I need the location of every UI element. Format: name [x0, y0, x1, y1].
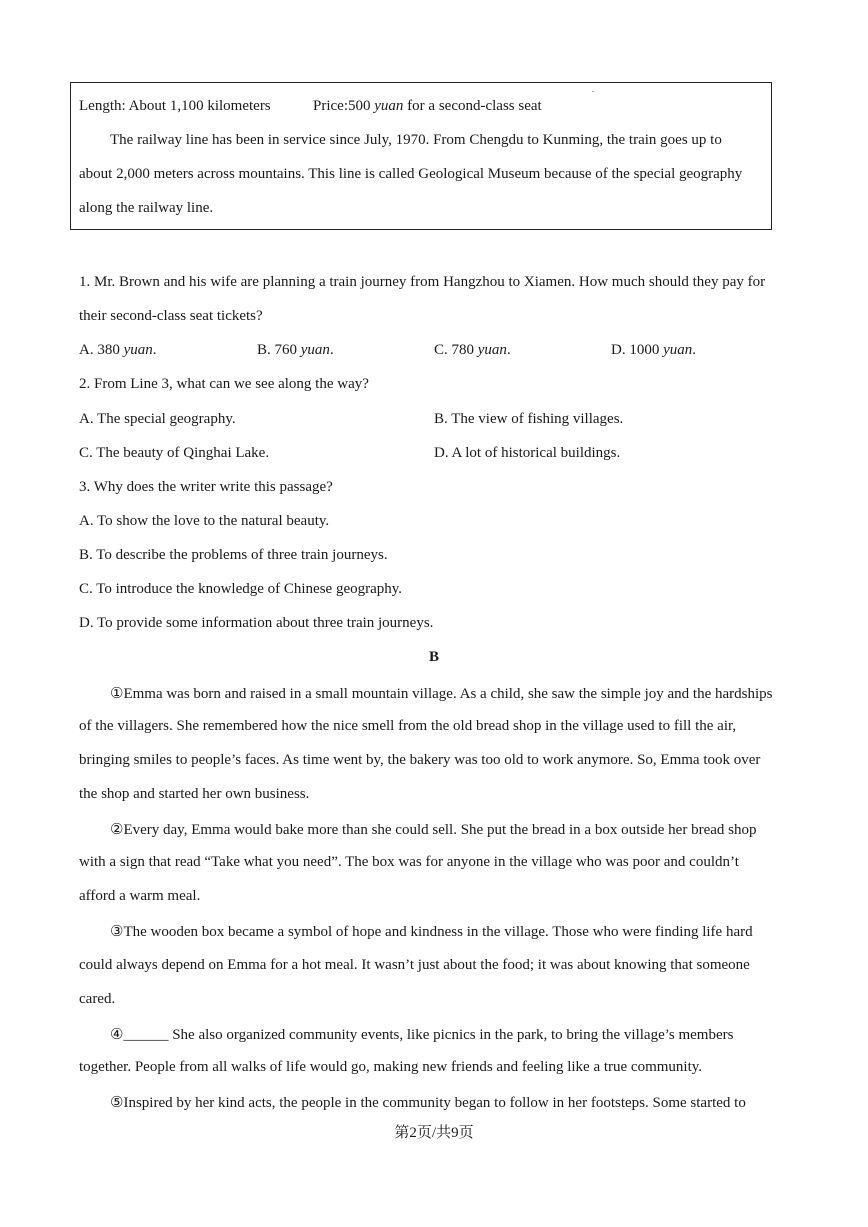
info-length-price-row: [79, 98, 542, 115]
info-box: . Length: About 1,100 kilometers Price:500 yuan for a second-class seat The railway line has been in service since July, 1970. From Chengdu to Kunming, the train goes up to about 2,000 meters across mountains. This line is called Geological Museum because of the special geography along the railway line.: [70, 82, 772, 230]
q2-option-a: A. The special geography.: [79, 411, 236, 427]
section-b-heading: B: [428, 649, 439, 665]
q1-option-d: D. 1000 yuan.: [611, 342, 697, 358]
paragraph-line: ④______ She also organized community events, like picnics in the park, to bring the village’s members: [110, 1027, 734, 1043]
q3-option-c: C. To introduce the knowledge of Chinese geography.: [79, 581, 403, 597]
q1-option-c: C. 780 yuan.: [434, 342, 511, 358]
info-text-line: along the railway line.: [79, 200, 214, 216]
q2-option-c: C. The beauty of Qinghai Lake.: [79, 445, 270, 461]
question-2-stem: 2. From Line 3, what can we see along the way?: [79, 376, 369, 392]
info-price: Price:500 yuan for a second-class seat: [313, 98, 542, 114]
paragraph-line: ①Emma was born and raised in a small mountain village. As a child, she saw the simple joy and the hardships: [110, 686, 773, 702]
paragraph-line: ③The wooden box became a symbol of hope and kindness in the village. Those who were finding life hard: [110, 924, 753, 940]
paragraph-line: could always depend on Emma for a hot meal. It wasn’t just about the food; it was about knowing that someone: [79, 957, 750, 973]
question-3-stem: 3. Why does the writer write this passage?: [79, 479, 333, 495]
question-1-stem-cont: their second-class seat tickets?: [79, 308, 263, 324]
page-footer: 第2页/共9页: [394, 1125, 474, 1141]
paragraph-line: with a sign that read “Take what you need”. The box was for anyone in the village who was poor and couldn’t: [79, 854, 739, 870]
q2-option-b: B. The view of fishing villages.: [434, 411, 624, 427]
paragraph-line: cared.: [79, 991, 116, 1007]
q1-option-a: A. 380 yuan.: [79, 342, 157, 358]
paragraph-line: together. People from all walks of life would go, making new friends and feeling like a true community.: [79, 1059, 703, 1075]
info-text-line: about 2,000 meters across mountains. This line is called Geological Museum because of the special geography: [79, 166, 743, 182]
info-text-line: The railway line has been in service since July, 1970. From Chengdu to Kunming, the train goes up to: [110, 132, 722, 148]
question-1-stem: 1. Mr. Brown and his wife are planning a train journey from Hangzhou to Xiamen. How much should they pay for: [79, 274, 766, 290]
paragraph-line: bringing smiles to people’s faces. As time went by, the bakery was too old to work anymore. So, Emma took over: [79, 752, 761, 768]
paragraph-line: afford a warm meal.: [79, 888, 201, 904]
q3-option-d: D. To provide some information about three train journeys.: [79, 615, 434, 631]
q2-option-d: D. A lot of historical buildings.: [434, 445, 621, 461]
q3-option-b: B. To describe the problems of three train journeys.: [79, 547, 388, 563]
paragraph-line: ②Every day, Emma would bake more than she could sell. She put the bread in a box outside her bread shop: [110, 822, 757, 838]
q3-option-a: A. To show the love to the natural beauty.: [79, 513, 330, 529]
paragraph-line: of the villagers. She remembered how the nice smell from the old bread shop in the village used to fill the air,: [79, 718, 737, 734]
info-length: Length: About 1,100 kilometers: [79, 98, 271, 114]
paragraph-line: the shop and started her own business.: [79, 786, 310, 802]
paragraph-line: ⑤Inspired by her kind acts, the people in the community began to follow in her footsteps. Some started to: [110, 1095, 746, 1111]
q1-option-b: B. 760 yuan.: [257, 342, 334, 358]
